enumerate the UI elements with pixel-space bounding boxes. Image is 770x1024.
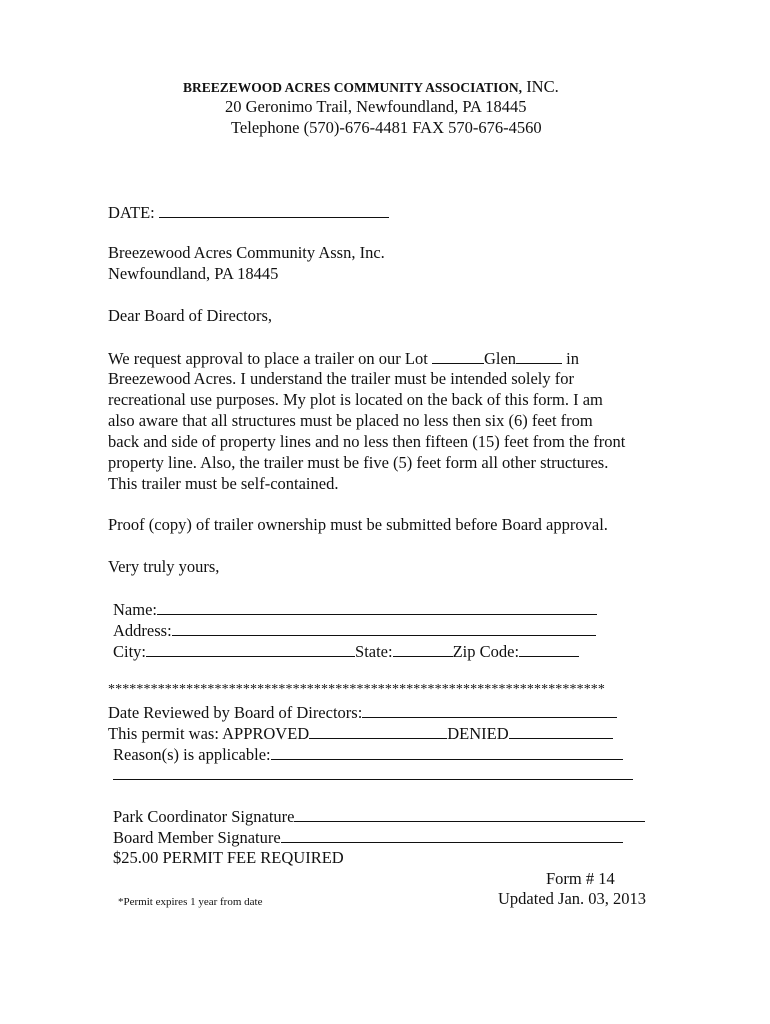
state-field[interactable] <box>393 641 453 657</box>
reasons-label: Reason(s) is applicable: <box>113 745 271 764</box>
updated-date: Updated Jan. 03, 2013 <box>498 889 647 908</box>
closing: Very truly yours, <box>108 557 220 576</box>
proof-statement: Proof (copy) of trailer ownership must be submitted before Board approval. <box>108 515 608 534</box>
body-line-6: property line. Also, the trailer must be five (5) feet form all other structures. <box>108 453 609 472</box>
name-row <box>113 599 597 620</box>
address-row <box>113 620 596 641</box>
city-label: City: <box>113 642 147 661</box>
org-header <box>183 77 559 98</box>
body-line-1 <box>108 348 579 369</box>
org-address: 20 Geronimo Trail, Newfoundland, PA 18445 <box>225 97 527 116</box>
approved-field[interactable] <box>309 723 447 739</box>
expiry-note: *Permit expires 1 year from date <box>118 896 263 908</box>
state-label: State: <box>355 642 393 661</box>
recipient-line-2: Newfoundland, PA 18445 <box>108 264 279 283</box>
lot-glen-field[interactable] <box>516 348 562 364</box>
zip-label: Zip Code: <box>452 642 520 661</box>
body-line-3: recreational use purposes. My plot is located on the back of this form. I am <box>108 390 603 409</box>
body-line-5: back and side of property lines and no less then fifteen (15) feet from the front <box>108 432 626 451</box>
reasons-row <box>113 744 623 765</box>
body-line-2: Breezewood Acres. I understand the trailer must be intended solely for <box>108 369 574 388</box>
reasons-field[interactable] <box>271 744 623 760</box>
name-label: Name: <box>113 600 157 619</box>
board-member-signature-field[interactable] <box>281 827 623 843</box>
form-number: Form # 14 <box>546 869 615 888</box>
park-coordinator-signature-field[interactable] <box>294 806 645 822</box>
permit-approved-label: This permit was: APPROVED <box>108 724 310 743</box>
denied-field[interactable] <box>509 723 613 739</box>
date-label: DATE: <box>108 203 155 222</box>
reasons-continuation-row <box>113 764 633 785</box>
date-reviewed-row <box>108 702 617 723</box>
salutation: Dear Board of Directors, <box>108 306 273 325</box>
park-coordinator-row <box>113 806 645 827</box>
reasons-field-line-2[interactable] <box>113 764 633 780</box>
park-coordinator-label: Park Coordinator Signature <box>113 807 295 826</box>
separator: ********************************************************************** <box>108 682 605 697</box>
city-row <box>113 641 579 662</box>
zip-field[interactable] <box>519 641 579 657</box>
body-line-1-in: in <box>566 349 580 368</box>
city-field[interactable] <box>146 641 355 657</box>
org-name: BREEZEWOOD ACRES COMMUNITY ASSOCIATION, <box>183 80 523 95</box>
org-suffix: INC. <box>526 77 559 96</box>
address-label: Address: <box>113 621 172 640</box>
lot-glen-label: Glen <box>483 349 517 368</box>
address-field[interactable] <box>172 620 596 636</box>
board-member-row <box>113 827 623 848</box>
date-reviewed-label: Date Reviewed by Board of Directors: <box>108 703 363 722</box>
permit-status-row <box>108 723 613 744</box>
body-line-4: also aware that all structures must be placed no less then six (6) feet from <box>108 411 593 430</box>
date-row <box>108 202 389 223</box>
date-reviewed-field[interactable] <box>362 702 617 718</box>
recipient-line-1: Breezewood Acres Community Assn, Inc. <box>108 243 385 262</box>
lot-number-field[interactable] <box>432 348 484 364</box>
name-field[interactable] <box>157 599 597 615</box>
date-field[interactable] <box>159 202 389 218</box>
board-member-label: Board Member Signature <box>113 828 281 847</box>
permit-fee: $25.00 PERMIT FEE REQUIRED <box>113 848 344 867</box>
permit-denied-label: DENIED <box>447 724 509 743</box>
body-line-7: This trailer must be self-contained. <box>108 474 339 493</box>
body-line-1-text: We request approval to place a trailer on our Lot <box>108 349 428 368</box>
org-phone: Telephone (570)-676-4481 FAX 570-676-4560 <box>231 118 542 137</box>
